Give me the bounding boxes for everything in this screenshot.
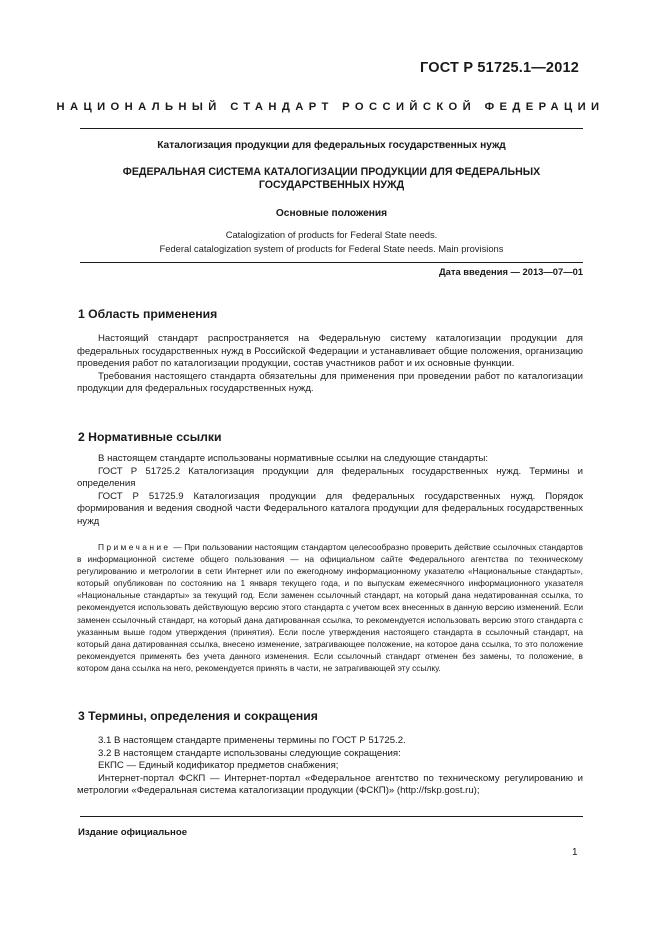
section-3-item-2: 3.2 В настоящем стандарте использованы следующие сокращения: (98, 747, 401, 759)
section-3-body (77, 735, 583, 798)
official-edition-label: Издание официальное (78, 827, 188, 838)
divider-top (80, 128, 583, 129)
section-1-para-2: Требования настоящего стандарта обязательны для применения при проведении работ по каталогизации продукции для федеральных государственных нужд. (77, 370, 583, 394)
page-number: 1 (572, 847, 578, 858)
english-title-line2: Federal catalogization system of products for Federal State needs. Main provisions (159, 243, 504, 254)
english-title-line1: Catalogization of products for Federal State needs. (225, 229, 438, 240)
divider-middle (80, 262, 583, 263)
section-1-heading: 1 Область применения (78, 307, 218, 321)
section-3-heading: 3 Термины, определения и сокращения (78, 709, 318, 723)
section-2-heading: 2 Нормативные ссылки (78, 430, 222, 444)
section-2-body (77, 453, 583, 528)
section-3-item-1: 3.1 В настоящем стандарте применены термины по ГОСТ Р 51725.2. (98, 735, 406, 746)
document-number: ГОСТ Р 51725.1—2012 (420, 60, 579, 76)
section-1-para-1: Настоящий стандарт распространяется на Федеральную систему каталогизации продукции для федеральных государственных нужд в Российской Федерации и устанавливает общие положения, организацию проведения работ по каталогизации продукции, состав участников работ и их основные функции. (77, 333, 583, 369)
section-2-note (77, 541, 583, 674)
section-1-body (77, 333, 583, 396)
section-3-abbr-1: ЕКПС — Единый кодификатор предметов снабжения; (98, 760, 339, 771)
section-2-ref-1: ГОСТ Р 51725.2 Каталогизация продукции для федеральных государственных нужд. Термины и определения (77, 465, 583, 489)
introduction-date: Дата введения — 2013—07—01 (438, 266, 583, 277)
national-standard-banner: НАЦИОНАЛЬНЫЙ СТАНДАРТ РОССИЙСКОЙ ФЕДЕРАЦИИ (56, 101, 605, 113)
main-title (80, 166, 583, 192)
main-title-line2: ГОСУДАРСТВЕННЫХ НУЖД (258, 179, 405, 191)
subtitle: Основные положения (275, 208, 388, 219)
note-text: — При пользовании настоящим стандартом целесообразно проверить действие ссылочных стандартов в информационной системе общего пользования — на официальном сайте Федерального агентства по техническому регулированию и метрологии в сети Интернет или по ежегодному информационному указателю «Национальные стандарты», который опубликован по состоянию на 1 января текущего года, и по выпускам ежемесячного информационного указателя «Национальные стандарты» за текущий год. Если заменен ссылочный стандарт, на который дана недатированная ссылка, то рекомендуется использовать действующую версию этого стандарта с учетом всех внесенных в данную версию изменений. Если заменен ссылочный стандарт, на который дана датированная ссылка, то рекомендуется использовать версию этого стандарта с указанным выше годом утверждения (принятия). Если после утверждения настоящего стандарта в ссылочный стандарт, на который дана датированная ссылка, внесено изменение, затрагивающее положение, на которое дана ссылка, то это положение рекомендуется применять без учета данного изменения. Если ссылочный стандарт отменен без замены, то положение, в котором дана ссылка на него, рекомендуется принять в части, не затрагивающей эту ссылку. (77, 542, 583, 673)
section-3-abbr-2: Интернет-портал ФСКП — Интернет-портал «Федеральное агентство по техническому регулированию и метрологии «Федеральная система каталогизации продукции (ФСКП)» (http://fskp.gost.ru); (77, 772, 583, 796)
cataloging-title: Каталогизация продукции для федеральных государственных нужд (157, 140, 506, 151)
main-title-line1: ФЕДЕРАЛЬНАЯ СИСТЕМА КАТАЛОГИЗАЦИИ ПРОДУКЦИИ ДЛЯ ФЕДЕРАЛЬНЫХ (122, 166, 541, 178)
note-label: Примечание (98, 542, 171, 552)
section-2-ref-2: ГОСТ Р 51725.9 Каталогизация продукции для федеральных государственных нужд. Порядок формирования и ведения сводной части Федерального каталога продукции для федеральных государственных нужд (77, 490, 583, 527)
english-title (80, 228, 583, 256)
section-2-para-1: В настоящем стандарте использованы нормативные ссылки на следующие стандарты: (98, 453, 489, 464)
divider-bottom (80, 816, 583, 817)
